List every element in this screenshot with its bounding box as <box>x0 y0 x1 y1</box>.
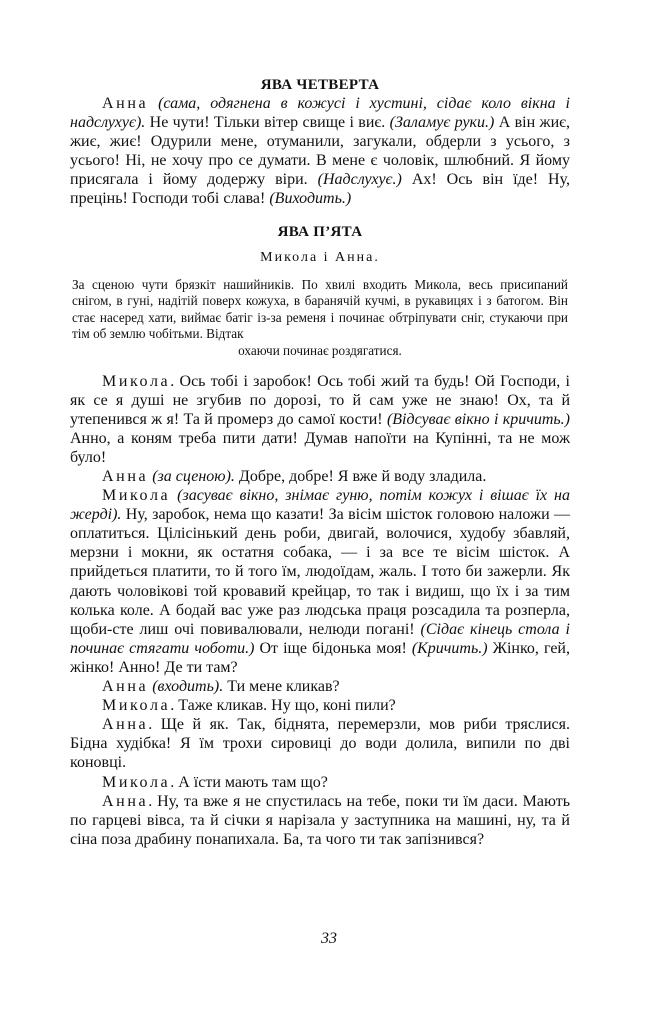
stage-direction-text: охаючи починає роздягатися. <box>238 342 402 358</box>
scene-4-paragraph <box>70 94 570 209</box>
dialogue-text: А він жиє, жиє, жиє! Одурили мене, отуманили, загукали, обдерли з усього, з усього! Ні, не хочу про се думати. В мене є чоловік, шлюбний. Я йому присягала і йому додержу віри. <box>70 114 570 189</box>
dialogue-text: От іще бідонька моя! <box>254 639 412 657</box>
dialogue-text: . Таже кликав. Ну що, коні пили? <box>170 697 396 715</box>
speaker-name: Микола <box>102 773 171 791</box>
speaker-name: Анна <box>102 95 149 112</box>
speaker-name: Анна <box>102 716 149 734</box>
dialogue-line <box>70 677 570 696</box>
stage-direction <box>70 277 570 360</box>
dialogue-text: Ах! Ось він їде! Ну, прецінь! Господи тобі слава! <box>70 171 570 208</box>
dialogue-text: Ти мене кликав? <box>223 678 340 696</box>
scene-5-heading: ЯВА П’ЯТА <box>277 223 363 240</box>
dialogue <box>70 372 570 849</box>
dialogue-text: . А їсти мають там що? <box>170 773 328 791</box>
page-content <box>70 70 570 849</box>
dialogue-line <box>70 696 570 715</box>
stage-remark: (входить). <box>152 678 224 696</box>
stage-remark: (Надслухує.) <box>317 171 402 189</box>
speaker-name: Анна <box>102 792 149 810</box>
stage-remark: (Заламує руки.) <box>389 114 495 132</box>
stage-remark: (за сценою). <box>152 468 235 485</box>
stage-remark: (сама, одягнена в кожусі і хустині, сідає коло вікна і надслухує). <box>70 95 570 132</box>
dialogue-text: Анно, а коням треба пити дати! Думав напоїти на Купінні, та не мож було! <box>70 429 570 466</box>
dialogue-line <box>70 372 570 467</box>
dialogue-text: Ну, заробок, нема що казати! За вісім шісток головою наложи — оплатиться. Цілісінький день роби, двигай, волочися, худобу збавляй, мерзни і мокни, як остатня собака, — і за все те вісім шісток. А прийдеться платити, то й того їм, людоїдам, жаль. І тото би зажерли. Як дають чоловікові той кровавий крейцар, то так і видиш, що їх і за тим колька коле. А бодай вас уже раз людська праця розсадила та розперла, щоби-сте лиш очі повивалювали, нелюди погані! <box>70 506 570 638</box>
speaker-name: Анна <box>102 468 149 485</box>
stage-remark: (засуває вікно, знімає гуню, потім кожух і вішає їх на жерді). <box>70 487 570 524</box>
stage-remark: (Відсуває вікно і кричить.) <box>386 410 570 428</box>
dialogue-line <box>70 792 570 849</box>
speaker-name: Микола <box>102 487 171 505</box>
dialogue-line <box>70 715 570 772</box>
dialogue-line <box>70 773 570 792</box>
dialogue-line <box>70 467 570 486</box>
speaker-name: Микола <box>102 697 171 715</box>
dialogue-text: . Ось тобі і заробок! Ось тобі жий та будь! Ой Господи, і як се я душі не згубив по дорозі, то й сам уже не знаю! Ох, та й утепенився ж я! Та й промерз до самої кости! <box>70 372 570 428</box>
stage-remark: (Кричить.) <box>411 639 488 657</box>
scene-4-heading: ЯВА ЧЕТВЕРТА <box>260 77 380 93</box>
scene-5-characters: Микола і Анна. <box>260 249 380 265</box>
stage-remark: (Виходить.) <box>269 190 352 208</box>
dialogue-line <box>70 486 570 677</box>
stage-direction-text: За сценою чути брязкіт нашийників. По хвилі входить Микола, весь присипаний снігом, в гуні, надітій поверх кожуха, в баранячій кучмі, в рукавицях і з батогом. Він стає насеред хати, виймає батіг із-за ременя і починає обтріпувати сніг, стукаючи при тім об землю чобітьми. Відтак <box>72 276 568 342</box>
page-number: 33 <box>321 930 337 947</box>
dialogue-text <box>148 95 158 112</box>
dialogue-text: . Ще й як. Так, біднята, перемерзли, мов риби тряслися. Бідна худібка! Я їм трохи сировиці до води долила, випили по дві коновці. <box>70 716 570 772</box>
dialogue-text: Добре, добре! Я вже й воду зладила. <box>234 468 487 485</box>
dialogue-text: Не чути! Тільки вітер свище і виє. <box>145 114 390 132</box>
dialogue-text: . Ну, та вже я не спустилась на тебе, поки ти їм даси. Мають по гарцеві вівса, та й січки я нарізала у заступника на машині, ну, та й сіна поза драбину понапихала. Ба, та чого ти так запізнився? <box>70 792 570 848</box>
speaker-name: Анна <box>102 678 149 696</box>
speaker-name: Микола <box>102 372 171 390</box>
dialogue-text: Жінко, гей, жінко! Анно! Де ти там? <box>70 639 570 676</box>
stage-remark: (Сідає кінець стола і починає стягати чоботи.) <box>70 620 570 657</box>
